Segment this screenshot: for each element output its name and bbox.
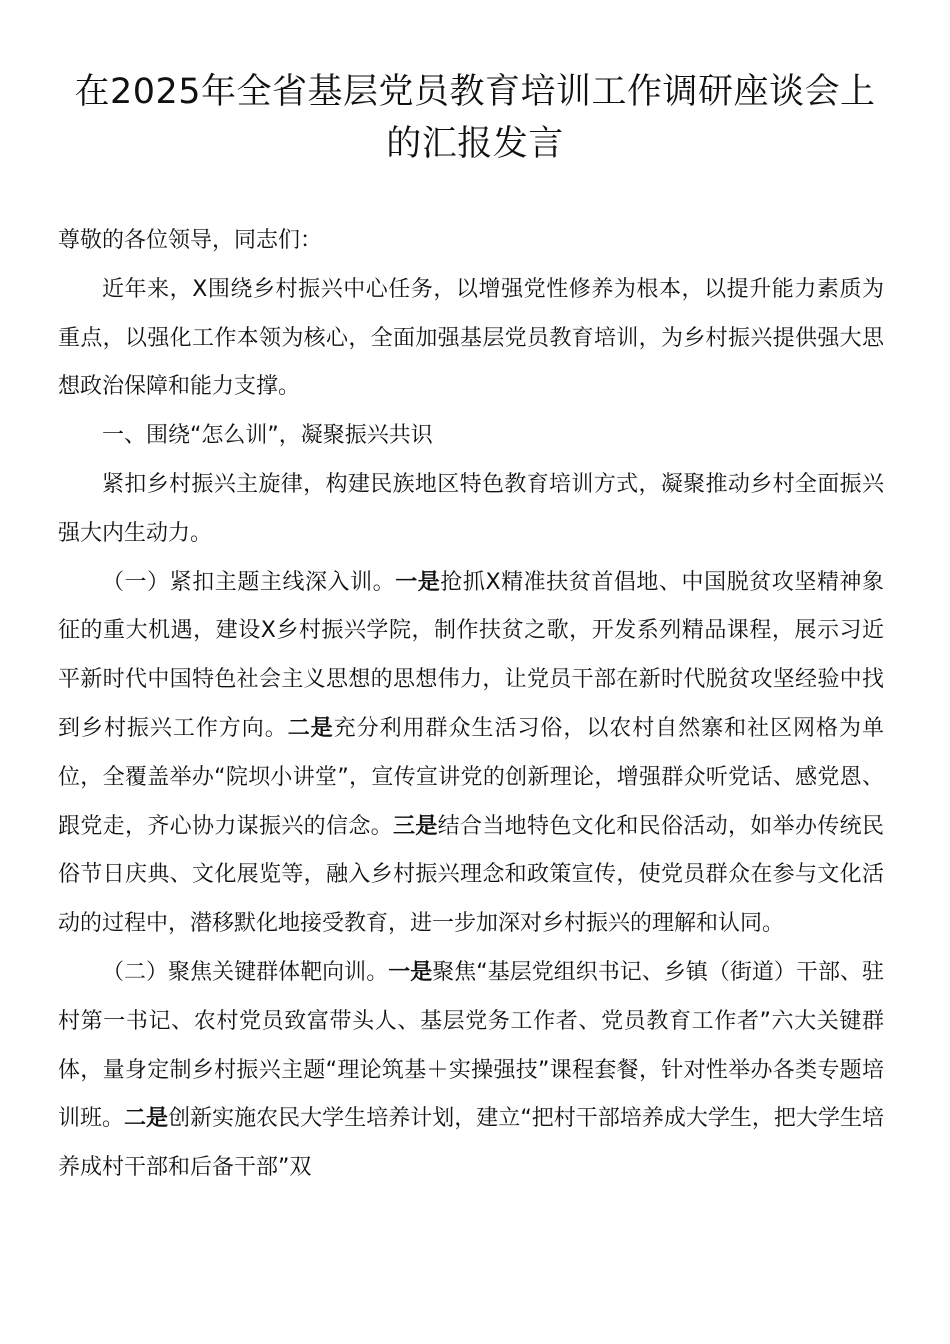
point-text: 充分利用群众生活习俗，以农村自然寨和社区网格为单位，全覆盖举办“院坝小讲堂”，宣传宣讲党的创新理论，增强群众听党话、感党恩、跟党走，齐心协力谋振兴的信念。 <box>58 715 884 839</box>
intro-paragraph: 近年来，X围绕乡村振兴中心任务，以增强党性修养为根本，以提升能力素质为重点，以强化工作本领为核心，全面加强基层党员教育培训，为乡村振兴提供强大思想政治保障和能力支撑。 <box>58 276 884 400</box>
point-text: 结合当地特色文化和民俗活动，如举办传统民俗节日庆典、文化展览等，融入乡村振兴理念和政策宣传，使党员群众在参与文化活动的过程中，潜移默化地接受教育，进一步加深对乡村振兴的理解和认同。 <box>58 813 884 937</box>
document-title: 在2025年全省基层党员教育培训工作调研座谈会上的汇报发言 <box>74 72 876 164</box>
point-keyword: 二是 <box>287 715 334 741</box>
point-keyword: 三是 <box>392 813 438 839</box>
point-text: 聚焦“基层党组织书记、乡镇（街道）干部、驻村第一书记、农村党员致富带头人、基层党务工作者、党员教育工作者”六大关键群体，量身定制乡村振兴主题“理论筑基＋实操强技”课程套餐，针对性举办各类专题培训班。 <box>58 959 884 1132</box>
point-keyword: 一是 <box>388 959 433 985</box>
subsection-heading: （二）聚焦关键群体靶向训。 <box>102 959 389 985</box>
subsection-heading: （一）紧扣主题主线深入训。 <box>102 569 396 595</box>
point-text: 抢抓X精准扶贫首倡地、中国脱贫攻坚精神象征的重大机遇，建设X乡村振兴学院，制作扶贫之歌，开发系列精品课程，展示习近平新时代中国特色社会主义思想的思想伟力，让党员干部在新时代脱贫攻坚经验中找到乡村振兴工作方向。 <box>58 569 884 741</box>
point-keyword: 二是 <box>124 1106 169 1132</box>
section-lead-paragraph: 紧扣乡村振兴主旋律，构建民族地区特色教育培训方式，凝聚推动乡村全面振兴强大内生动力。 <box>58 471 884 546</box>
salutation: 尊敬的各位领导，同志们： <box>58 228 323 253</box>
point-keyword: 一是 <box>395 569 441 595</box>
document-body <box>58 217 884 1193</box>
section-heading: 一、围绕“怎么训”，凝聚振兴共识 <box>102 423 433 449</box>
point-text: 创新实施农民大学生培养计划，建立“把村干部培养成大学生，把大学生培养成村干部和后备干部”双 <box>58 1106 884 1181</box>
subsection-paragraph-2 <box>58 949 884 1193</box>
subsection-paragraph-1 <box>58 559 884 949</box>
